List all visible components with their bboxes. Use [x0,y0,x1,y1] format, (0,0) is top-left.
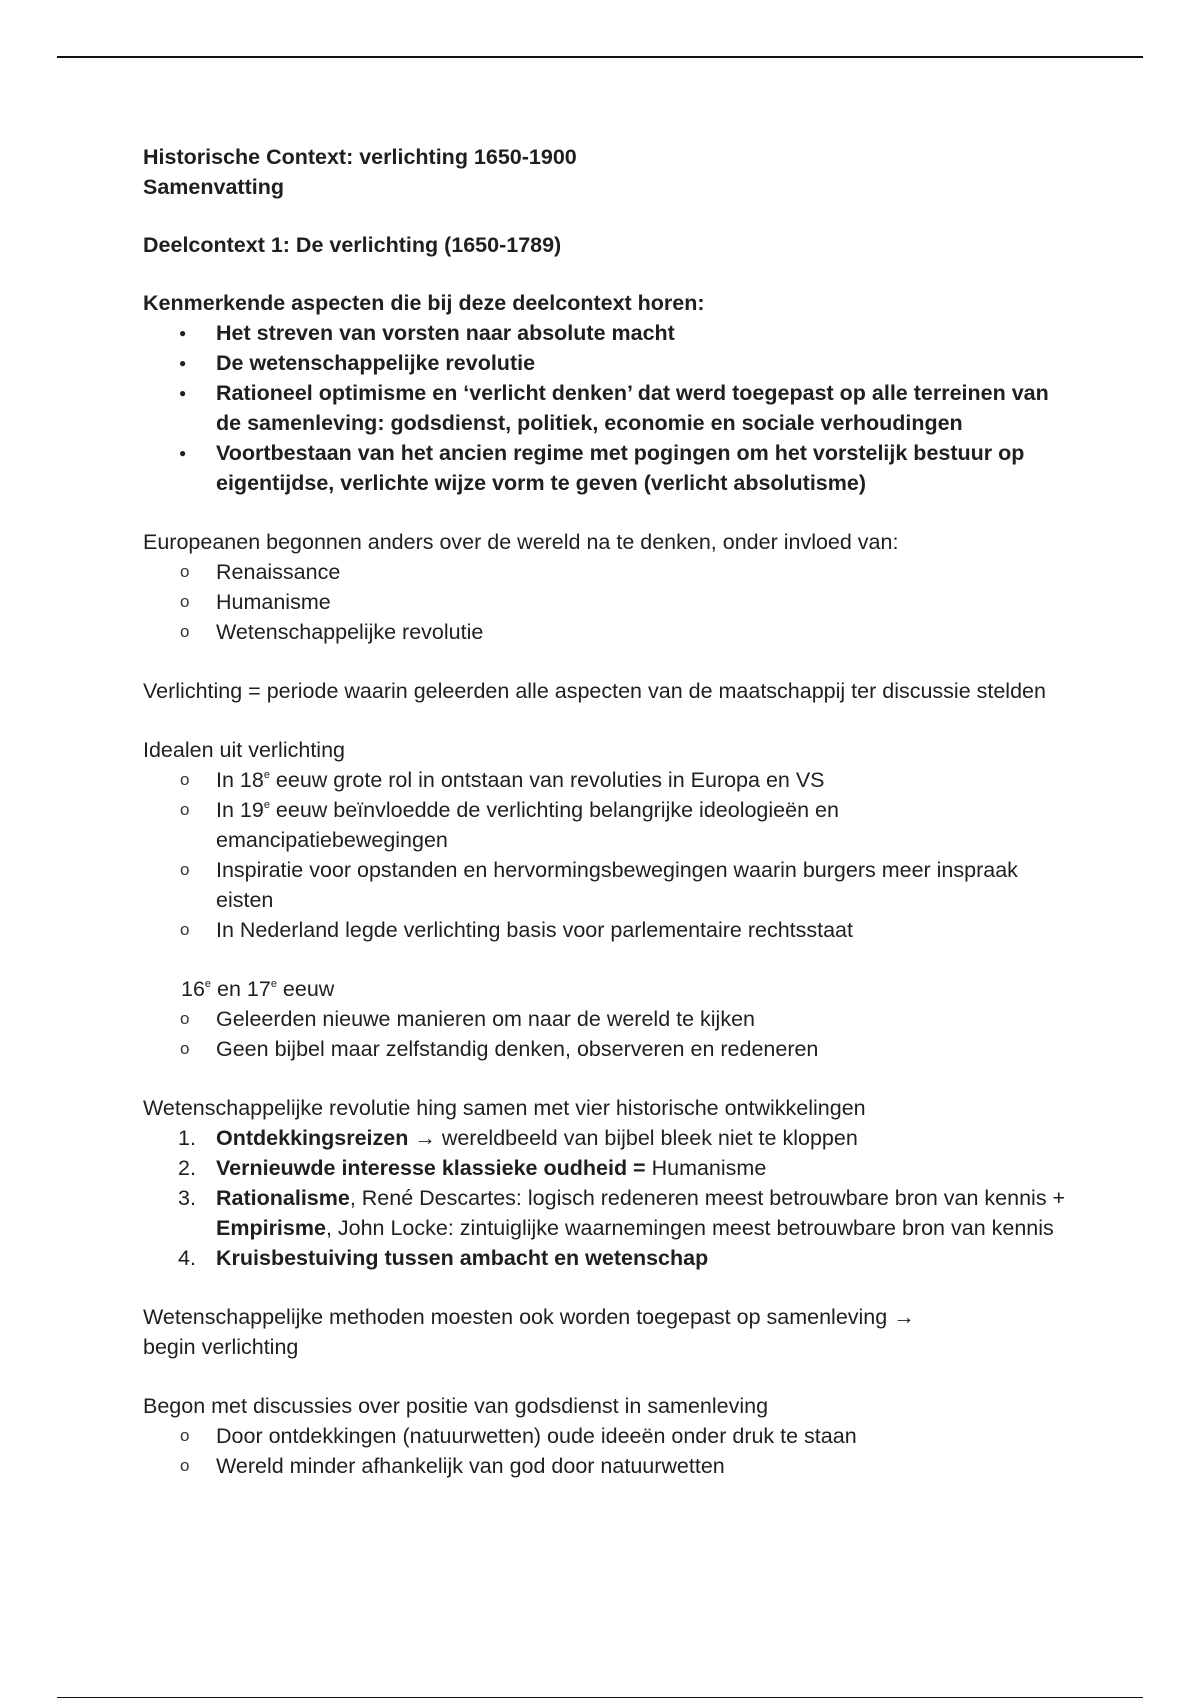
list-item: o Geleerden nieuwe manieren om naar de wereld te kijken [143,1004,1073,1034]
circle-bullet-icon: o [180,920,190,939]
list-item: 3. Rationalisme, René Descartes: logisch redeneren meest betrouwbare bron van kennis + Empirisme, John Locke: zintuiglijke waarnemingen meest betrouwbare bron van kennis [178,1186,1066,1240]
list-item: 2. Vernieuwde interesse klassieke oudheid = Humanisme [178,1156,767,1180]
document-subtitle: Samenvatting [143,175,284,199]
document-title: Historische Context: verlichting 1650-1900 [143,145,577,169]
list-item: ● Voortbestaan van het ancien regime met pogingen om het vorstelijk bestuur op eigentijdse, verlichte wijze vorm te geven (verlicht absolutisme) [143,438,1073,498]
list-item: o Door ontdekkingen (natuurwetten) oude ideeën onder druk te staan [143,1421,1073,1451]
list-item: o Inspiratie voor opstanden en hervormingsbewegingen waarin burgers meer inspraak eisten [143,855,1073,915]
wr-heading: Wetenschappelijke revolutie hing samen met vier historische ontwikkelingen [143,1096,866,1120]
circle-bullet-icon: o [180,1456,190,1475]
wr-list [143,1123,1073,1273]
list-item: o Wetenschappelijke revolutie [143,617,1073,647]
circle-bullet-icon: o [180,622,190,641]
arrow-right-icon: → [893,1305,915,1329]
invloed-list [143,557,1073,647]
verlichting-definitie: Verlichting = periode waarin geleerden alle aspecten van de maatschappij ter discussie stelden [143,679,1046,703]
list-item: ● Het streven van vorsten naar absolute macht [143,318,1073,348]
list-item: o Renaissance [143,557,1073,587]
circle-bullet-icon: o [180,1039,190,1058]
list-item: 1. Ontdekkingsreizen → wereldbeeld van bijbel bleek niet te kloppen [178,1126,858,1150]
kenmerkend-heading: Kenmerkende aspecten die bij deze deelcontext horen: [143,291,705,315]
deelcontext-heading: Deelcontext 1: De verlichting (1650-1789) [143,233,562,257]
circle-bullet-icon: o [180,592,190,611]
footer-rule [57,1697,1143,1698]
list-item: o In 18e eeuw grote rol in ontstaan van revoluties in Europa en VS [143,765,1073,795]
circle-bullet-icon: o [180,770,190,789]
eeuw-list [143,1004,1073,1064]
list-item: ● Rationeel optimisme en ‘verlicht denken’ dat werd toegepast op alle terreinen van de samenleving: godsdienst, politiek, economie en sociale verhoudingen [143,378,1073,438]
circle-bullet-icon: o [180,860,190,879]
list-item: 4. Kruisbestuiving tussen ambacht en wetenschap [178,1246,709,1270]
circle-bullet-icon: o [180,1426,190,1445]
circle-bullet-icon: o [180,800,190,819]
list-item: o Wereld minder afhankelijk van god door natuurwetten [143,1451,1073,1481]
list-item: o Geen bijbel maar zelfstandig denken, observeren en redeneren [143,1034,1073,1064]
circle-bullet-icon: o [180,1009,190,1028]
list-item: ● De wetenschappelijke revolutie [143,348,1073,378]
godsdienst-heading: Begon met discussies over positie van godsdienst in samenleving [143,1394,769,1418]
header-rule [57,56,1143,58]
list-item: o Humanisme [143,587,1073,617]
idealen-heading: Idealen uit verlichting [143,738,345,762]
godsdienst-list [143,1421,1073,1481]
document-body [143,142,1073,1481]
circle-bullet-icon: o [180,562,190,581]
arrow-right-icon: → [414,1126,436,1150]
invloed-heading: Europeanen begonnen anders over de wereld na te denken, onder invloed van: [143,530,899,554]
methoden-text: Wetenschappelijke methoden moesten ook worden toegepast op samenleving → begin verlichting [143,1305,915,1359]
eeuw-heading: 16e en 17e eeuw [181,977,335,1001]
list-item: o In 19e eeuw beïnvloedde de verlichting belangrijke ideologieën en emancipatiebewegingen [143,795,1073,855]
idealen-list [143,765,1073,945]
kenmerkend-list [143,318,1073,498]
list-item: o In Nederland legde verlichting basis voor parlementaire rechtsstaat [143,915,1073,945]
